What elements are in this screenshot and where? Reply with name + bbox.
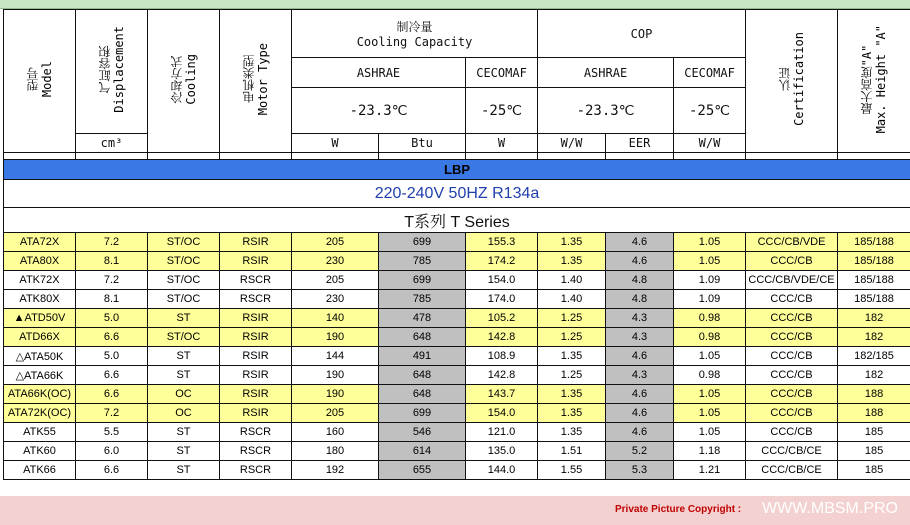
cell-capacity-btu: 648 (379, 366, 466, 385)
table-row (4, 404, 910, 423)
cell-cop-ww: 1.40 (538, 271, 606, 290)
cell-cecomaf-ww: 1.05 (674, 252, 746, 271)
cell-cecomaf-w: 142.8 (466, 366, 538, 385)
cell-motor: RSCR (220, 461, 292, 480)
cell-motor: RSIR (220, 233, 292, 252)
cell-max-height: 182/185 (838, 347, 910, 366)
cell-capacity-w: 140 (292, 309, 379, 328)
cell-capacity-btu: 655 (379, 461, 466, 480)
cell-displacement: 5.0 (76, 309, 148, 328)
cell-cecomaf-w: 174.0 (466, 290, 538, 309)
cell-cop-ww: 1.35 (538, 385, 606, 404)
cell-capacity-btu: 785 (379, 252, 466, 271)
header-cecomaf-capacity: CECOMAF (466, 58, 538, 88)
cell-max-height: 182 (838, 366, 910, 385)
section-lbp: LBP (4, 160, 910, 180)
cell-model: ATA66K(OC) (4, 385, 76, 404)
table-row (4, 290, 910, 309)
cell-certification: CCC/CB (746, 347, 838, 366)
cell-cop-eer: 4.3 (606, 366, 674, 385)
cell-certification: CCC/CB/VDE (746, 233, 838, 252)
cell-cecomaf-ww: 1.05 (674, 404, 746, 423)
cell-certification: CCC/CB/VDE/CE (746, 271, 838, 290)
cell-max-height: 188 (838, 404, 910, 423)
spec-table (3, 9, 910, 480)
cell-cecomaf-w: 105.2 (466, 309, 538, 328)
cell-cop-ww: 1.35 (538, 404, 606, 423)
cell-cecomaf-ww: 1.05 (674, 347, 746, 366)
cell-cecomaf-ww: 1.05 (674, 233, 746, 252)
cell-max-height: 182 (838, 328, 910, 347)
cell-capacity-w: 160 (292, 423, 379, 442)
cell-cecomaf-w: 154.0 (466, 271, 538, 290)
cell-displacement: 8.1 (76, 290, 148, 309)
table-row (4, 442, 910, 461)
copyright-label: Private Picture Copyright : (615, 504, 742, 515)
cell-cecomaf-w: 154.0 (466, 404, 538, 423)
unit-eer: EER (606, 134, 674, 153)
cell-cop-ww: 1.25 (538, 366, 606, 385)
cell-cooling: ST (148, 423, 220, 442)
cell-cop-ww: 1.40 (538, 290, 606, 309)
cell-cecomaf-ww: 0.98 (674, 309, 746, 328)
cell-motor: RSIR (220, 404, 292, 423)
header-ashrae-cop: ASHRAE (538, 58, 674, 88)
cell-motor: RSIR (220, 385, 292, 404)
cell-cecomaf-ww: 1.09 (674, 271, 746, 290)
cell-motor: RSCR (220, 290, 292, 309)
header-certification: 认证 Certification (746, 10, 838, 153)
table-row (4, 366, 910, 385)
table-row (4, 423, 910, 442)
cell-model: ▲ATD50V (4, 309, 76, 328)
cell-capacity-btu: 648 (379, 328, 466, 347)
table-row (4, 385, 910, 404)
cell-motor: RSIR (220, 328, 292, 347)
cell-cop-ww: 1.35 (538, 233, 606, 252)
cell-capacity-btu: 546 (379, 423, 466, 442)
cell-cecomaf-ww: 1.05 (674, 385, 746, 404)
cell-displacement: 7.2 (76, 233, 148, 252)
header-temp-cecomaf-capacity: -25℃ (466, 88, 538, 134)
cell-displacement: 5.0 (76, 347, 148, 366)
cell-cecomaf-ww: 1.09 (674, 290, 746, 309)
cell-capacity-btu: 699 (379, 404, 466, 423)
copyright-site: WWW.MBSM.PRO (762, 500, 898, 517)
cell-cop-ww: 1.25 (538, 309, 606, 328)
header-motor-type: 电机类型 Motor Type (220, 10, 292, 153)
cell-cecomaf-w: 121.0 (466, 423, 538, 442)
cell-cop-eer: 4.3 (606, 328, 674, 347)
cell-cecomaf-w: 108.9 (466, 347, 538, 366)
table-row (4, 252, 910, 271)
cell-cooling: ST (148, 347, 220, 366)
cell-displacement: 6.6 (76, 328, 148, 347)
cell-capacity-btu: 699 (379, 271, 466, 290)
cell-cooling: OC (148, 385, 220, 404)
cell-max-height: 185 (838, 423, 910, 442)
table-row (4, 271, 910, 290)
cell-cooling: ST (148, 442, 220, 461)
cell-certification: CCC/CB (746, 385, 838, 404)
cell-capacity-w: 144 (292, 347, 379, 366)
cell-cecomaf-w: 144.0 (466, 461, 538, 480)
cell-cooling: ST/OC (148, 252, 220, 271)
header-displacement-unit: cm³ (76, 134, 148, 153)
cell-cop-ww: 1.25 (538, 328, 606, 347)
cell-displacement: 7.2 (76, 271, 148, 290)
cell-max-height: 182 (838, 309, 910, 328)
cell-motor: RSIR (220, 252, 292, 271)
cell-capacity-btu: 478 (379, 309, 466, 328)
cell-displacement: 6.6 (76, 366, 148, 385)
cell-cop-eer: 4.6 (606, 404, 674, 423)
cell-cecomaf-w: 143.7 (466, 385, 538, 404)
table-row (4, 328, 910, 347)
cell-capacity-w: 190 (292, 328, 379, 347)
cell-cooling: ST/OC (148, 290, 220, 309)
cell-certification: CCC/CB (746, 290, 838, 309)
header-temp-ashrae-capacity: -23.3℃ (292, 88, 466, 134)
cell-displacement: 5.5 (76, 423, 148, 442)
cell-cooling: ST/OC (148, 233, 220, 252)
cell-model: △ATA50K (4, 347, 76, 366)
cell-motor: RSCR (220, 442, 292, 461)
cell-cecomaf-w: 174.2 (466, 252, 538, 271)
cell-cooling: ST/OC (148, 271, 220, 290)
cell-model: ATK60 (4, 442, 76, 461)
cell-cecomaf-w: 142.8 (466, 328, 538, 347)
cell-cecomaf-ww: 0.98 (674, 328, 746, 347)
cell-capacity-w: 190 (292, 385, 379, 404)
cell-model: ATA72X (4, 233, 76, 252)
cell-model: △ATA66K (4, 366, 76, 385)
cell-certification: CCC/CB (746, 328, 838, 347)
cell-motor: RSCR (220, 271, 292, 290)
table-row (4, 233, 910, 252)
unit-btu: Btu (379, 134, 466, 153)
header-cecomaf-cop: CECOMAF (674, 58, 746, 88)
table-row (4, 309, 910, 328)
cell-model: ATK66 (4, 461, 76, 480)
footer (0, 496, 910, 525)
header-temp-ashrae-cop: -23.3℃ (538, 88, 674, 134)
cell-motor: RSCR (220, 423, 292, 442)
cell-certification: CCC/CB (746, 252, 838, 271)
cell-max-height: 185/188 (838, 271, 910, 290)
cell-capacity-w: 190 (292, 366, 379, 385)
cell-cop-ww: 1.35 (538, 423, 606, 442)
cell-max-height: 185 (838, 461, 910, 480)
cell-max-height: 185/188 (838, 290, 910, 309)
cell-cecomaf-w: 135.0 (466, 442, 538, 461)
cell-certification: CCC/CB (746, 423, 838, 442)
cell-motor: RSIR (220, 366, 292, 385)
cell-certification: CCC/CB/CE (746, 442, 838, 461)
cell-cecomaf-ww: 0.98 (674, 366, 746, 385)
header-displacement: 气缸容积 Displacement (76, 10, 148, 134)
header-cooling-capacity: 制冷量 Cooling Capacity (292, 10, 538, 58)
cell-cop-eer: 5.2 (606, 442, 674, 461)
cell-cooling: ST (148, 461, 220, 480)
cell-capacity-btu: 648 (379, 385, 466, 404)
cell-motor: RSIR (220, 309, 292, 328)
header-max-height: 最大高度"A" Max. Height "A" (838, 10, 910, 153)
cell-certification: CCC/CB/CE (746, 461, 838, 480)
cell-cop-eer: 4.6 (606, 423, 674, 442)
unit-cecomaf-ww: W/W (674, 134, 746, 153)
header-cop: COP (538, 10, 746, 58)
cell-certification: CCC/CB (746, 366, 838, 385)
unit-ww: W/W (538, 134, 606, 153)
cell-capacity-btu: 699 (379, 233, 466, 252)
cell-displacement: 8.1 (76, 252, 148, 271)
header-temp-cecomaf-cop: -25℃ (674, 88, 746, 134)
cell-max-height: 185/188 (838, 252, 910, 271)
cell-certification: CCC/CB (746, 309, 838, 328)
cell-capacity-btu: 491 (379, 347, 466, 366)
cell-capacity-w: 205 (292, 404, 379, 423)
cell-capacity-btu: 614 (379, 442, 466, 461)
cell-motor: RSIR (220, 347, 292, 366)
subheading-voltage: 220-240V 50HZ R134a (4, 180, 910, 208)
top-bar (0, 0, 910, 9)
cell-capacity-w: 205 (292, 233, 379, 252)
cell-capacity-w: 180 (292, 442, 379, 461)
cell-capacity-btu: 785 (379, 290, 466, 309)
cell-cop-eer: 4.3 (606, 309, 674, 328)
table-row (4, 461, 910, 480)
cell-cop-ww: 1.55 (538, 461, 606, 480)
subheading-series: T系列 T Series (4, 208, 910, 233)
cell-cop-eer: 4.6 (606, 385, 674, 404)
cell-capacity-w: 205 (292, 271, 379, 290)
cell-model: ATK80X (4, 290, 76, 309)
unit-w: W (292, 134, 379, 153)
cell-displacement: 6.6 (76, 385, 148, 404)
cell-capacity-w: 230 (292, 290, 379, 309)
cell-cooling: ST (148, 366, 220, 385)
cell-model: ATK55 (4, 423, 76, 442)
cell-cecomaf-ww: 1.18 (674, 442, 746, 461)
cell-cop-ww: 1.35 (538, 347, 606, 366)
cell-cop-eer: 5.3 (606, 461, 674, 480)
cell-cooling: ST (148, 309, 220, 328)
cell-cop-eer: 4.8 (606, 271, 674, 290)
cell-cecomaf-w: 155.3 (466, 233, 538, 252)
cell-model: ATD66X (4, 328, 76, 347)
header-ashrae-capacity: ASHRAE (292, 58, 466, 88)
header-cooling: 冷却方式 Cooling (148, 10, 220, 153)
cell-max-height: 185/188 (838, 233, 910, 252)
cell-cecomaf-ww: 1.05 (674, 423, 746, 442)
cell-displacement: 6.0 (76, 442, 148, 461)
unit-cecomaf-w: W (466, 134, 538, 153)
cell-cop-eer: 4.6 (606, 347, 674, 366)
cell-model: ATA80X (4, 252, 76, 271)
cell-cooling: ST/OC (148, 328, 220, 347)
cell-capacity-w: 192 (292, 461, 379, 480)
header-model: 型号 Model (4, 10, 76, 153)
cell-cop-ww: 1.51 (538, 442, 606, 461)
cell-displacement: 6.6 (76, 461, 148, 480)
cell-model: ATK72X (4, 271, 76, 290)
table-row (4, 347, 910, 366)
cell-cop-ww: 1.35 (538, 252, 606, 271)
cell-cop-eer: 4.8 (606, 290, 674, 309)
cell-max-height: 188 (838, 385, 910, 404)
cell-max-height: 185 (838, 442, 910, 461)
cell-displacement: 7.2 (76, 404, 148, 423)
cell-cop-eer: 4.6 (606, 233, 674, 252)
cell-cop-eer: 4.6 (606, 252, 674, 271)
cell-certification: CCC/CB (746, 404, 838, 423)
cell-model: ATA72K(OC) (4, 404, 76, 423)
cell-cecomaf-ww: 1.21 (674, 461, 746, 480)
cell-cooling: OC (148, 404, 220, 423)
cell-capacity-w: 230 (292, 252, 379, 271)
